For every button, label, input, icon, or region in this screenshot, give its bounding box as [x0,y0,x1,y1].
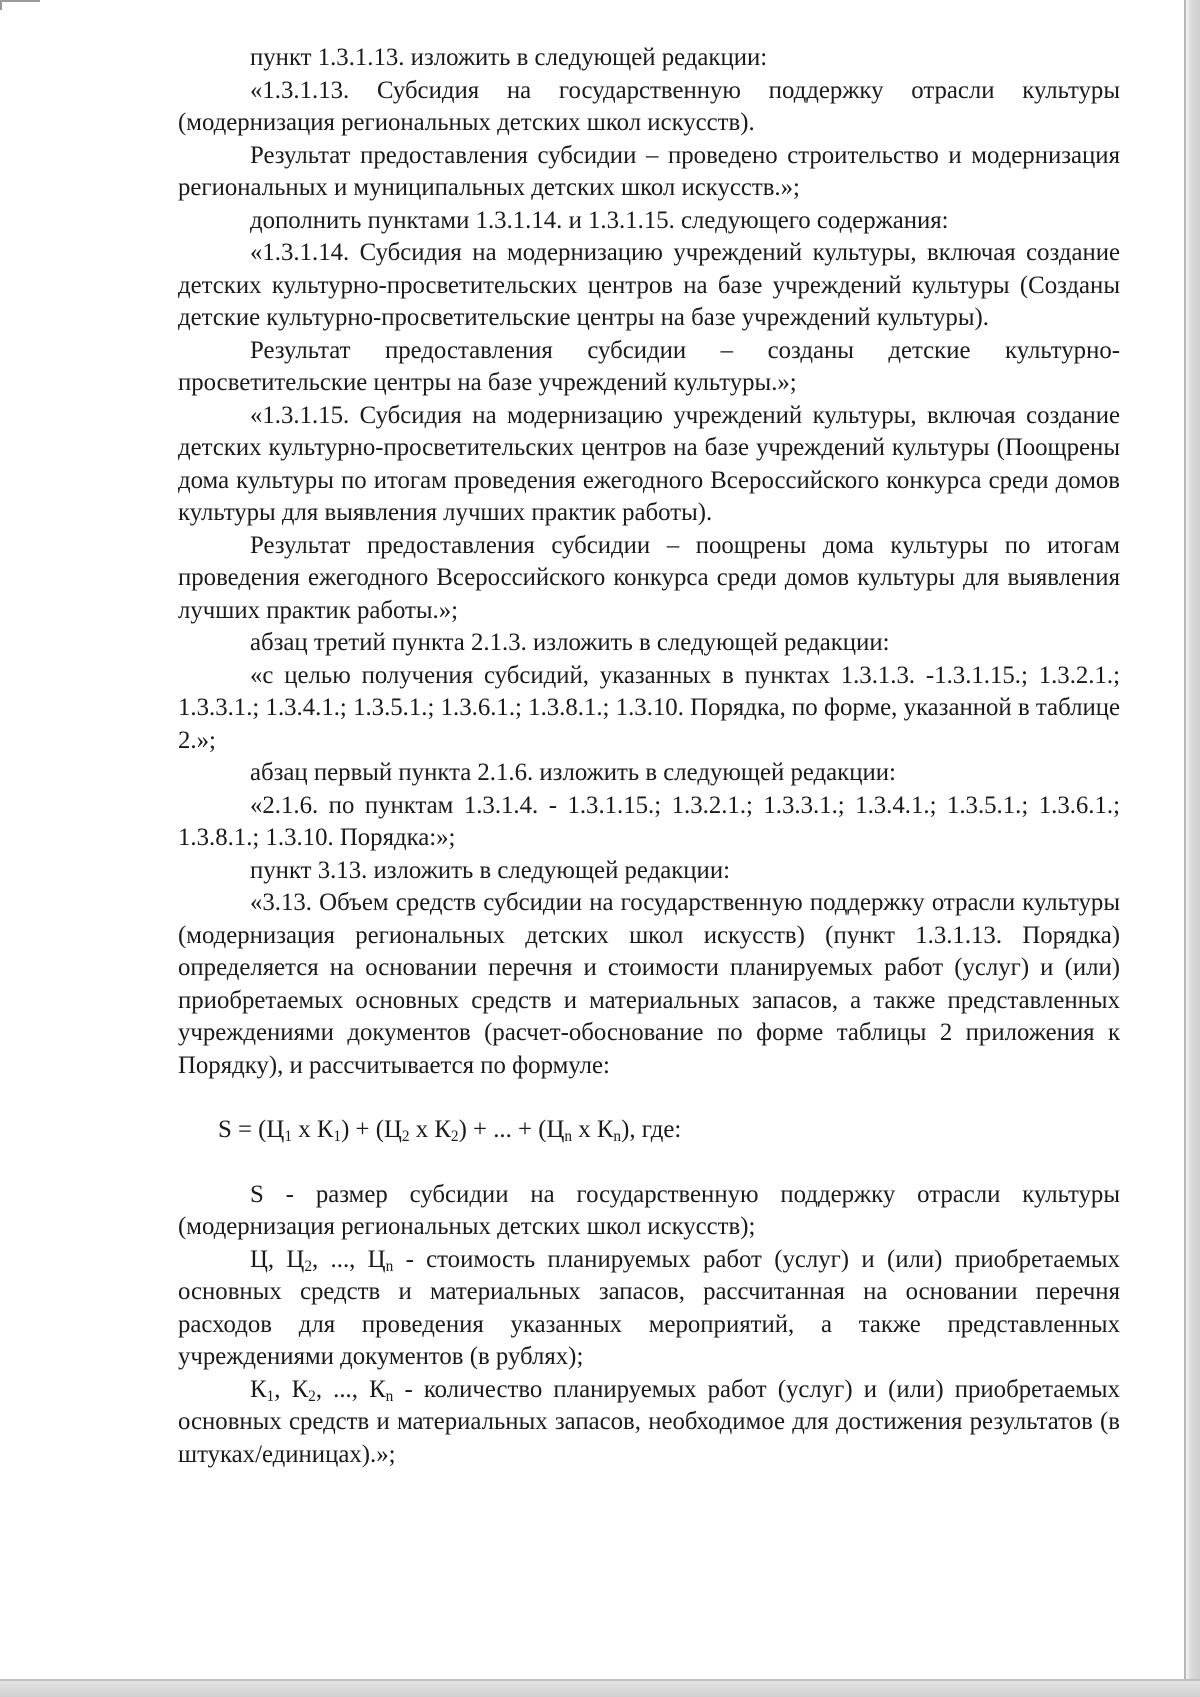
formula [178,1114,1120,1147]
scan-bottom-edge [0,1679,1200,1697]
formula-part: х К [409,1116,451,1143]
definition-c-part: , ..., Ц [312,1245,386,1273]
definition-c [178,1244,1120,1374]
paragraph-13: пункт 3.13. изложить в следующей редакции: [250,856,730,884]
definition-k-part: , К [274,1375,309,1403]
paragraph-1: пункт 1.3.1.13. изложить в следующей редакции: [250,44,768,71]
definition-c-subscript: n [385,1257,394,1275]
formula-subscript: 1 [284,1127,293,1145]
formula-subscript: 1 [333,1127,342,1145]
definition-k-text: - количество планируемых работ (услуг) и (или) приобретаемых основных средств и материальных запасов, необходимое для достижения результатов (в штуках/единицах).»; [178,1375,1120,1468]
formula-part: х К [292,1116,334,1143]
paragraph-6: Результат предоставления субсидии – созданы детские культурно-просветительские центры на базе учреждений культуры.»; [178,336,1120,396]
formula-subscript: 2 [450,1127,459,1145]
paragraph-10: «с целью получения субсидий, указанных в пунктах 1.3.1.3. -1.3.1.15.; 1.3.2.1.; 1.3.3.1.; 1.3.4.1.; 1.3.5.1.; 1.3.6.1.; 1.3.8.1.; 1.3.10. Порядка, по форме, указанной в таблице 2.»; [178,661,1120,754]
definition-c-part: Ц, Ц [250,1245,305,1273]
formula-subscript: 2 [401,1127,410,1145]
formula-part: ), где: [621,1116,682,1143]
paragraph-5: «1.3.1.14. Субсидия на модернизацию учреждений культуры, включая создание детских культурно-просветительских центров на базе учреждений культуры (Созданы детские культурно-просветительские центры на базе учреждений культуры). [178,239,1120,331]
scan-right-edge [1186,0,1200,1697]
paragraph-4: дополнить пунктами 1.3.1.14. и 1.3.1.15. следующего содержания: [250,206,949,234]
definition-c-subscript: 2 [304,1257,313,1275]
formula-part: х К [572,1116,614,1143]
definition-k-subscript: n [385,1387,394,1405]
scan-corner-mark [0,0,40,10]
formula-part: ) + ... + (Ц [458,1116,565,1143]
paragraph-9: абзац третий пункта 2.1.3. изложить в следующей редакции: [250,629,890,656]
paragraph-14: «3.13. Объем средств субсидии на государственную поддержку отрасли культуры (модернизация региональных детских школ искусств) (пункт 1.3.1.13. Порядка) определяется на основании перечня и стоимости планируемых работ (услуг) и (или) приобретаемых основных средств и материальных запасов, а также представленных учреждениями документов (расчет-обоснование по форме таблицы 2 приложения к Порядку), и рассчитывается по формуле: [178,889,1120,1079]
paragraph-2: «1.3.1.13. Субсидия на государственную поддержку отрасли культуры (модернизация региональных детских школ искусств). [178,76,1120,136]
definition-k-subscript: 2 [308,1387,316,1405]
formula-part: S = (Ц [218,1116,285,1143]
definition-k-subscript: 1 [266,1387,275,1405]
definition-k [178,1374,1120,1472]
paragraph-11: абзац первый пункта 2.1.6. изложить в следующей редакции: [250,759,896,786]
paragraph-8: Результат предоставления субсидии – поощрены дома культуры по итогам проведения ежегодного Всероссийского конкурса среди домов культуры для выявления лучших практик работы.»; [178,531,1120,624]
paragraph-7: «1.3.1.15. Субсидия на модернизацию учреждений культуры, включая создание детских культурно-просветительских центров на базе учреждений культуры (Поощрены дома культуры по итогам проведения ежегодного Всероссийского конкурса среди домов культуры для выявления лучших практик работы). [178,401,1120,526]
definition-k-part: , ..., К [315,1375,386,1403]
paragraph-3: Результат предоставления субсидии – проведено строительство и модернизация региональных и муниципальных детских школ искусств.»; [178,141,1120,201]
formula-subscript: n [613,1127,622,1145]
scan-corner-mark-vertical [0,0,2,10]
formula-part: ) + (Ц [341,1116,402,1143]
formula-subscript: n [564,1127,573,1145]
definition-s: S - размер субсидии на государственную поддержку отрасли культуры (модернизация региональных детских школ искусств); [178,1180,1120,1240]
paragraph-12: «2.1.6. по пунктам 1.3.1.4. - 1.3.1.15.; 1.3.2.1.; 1.3.3.1.; 1.3.4.1.; 1.3.5.1.; 1.3.6.1.; 1.3.8.1.; 1.3.10. Порядка:»; [178,791,1120,851]
document-body [178,42,1120,1471]
definition-c-text: - стоимость планируемых работ (услуг) и (или) приобретаемых основных средств и материальных запасов, рассчитанная на основании перечня расходов для проведения указанных мероприятий, а также представленных учреждениями документов (в рублях); [178,1245,1120,1370]
definition-k-part: К [250,1375,267,1403]
